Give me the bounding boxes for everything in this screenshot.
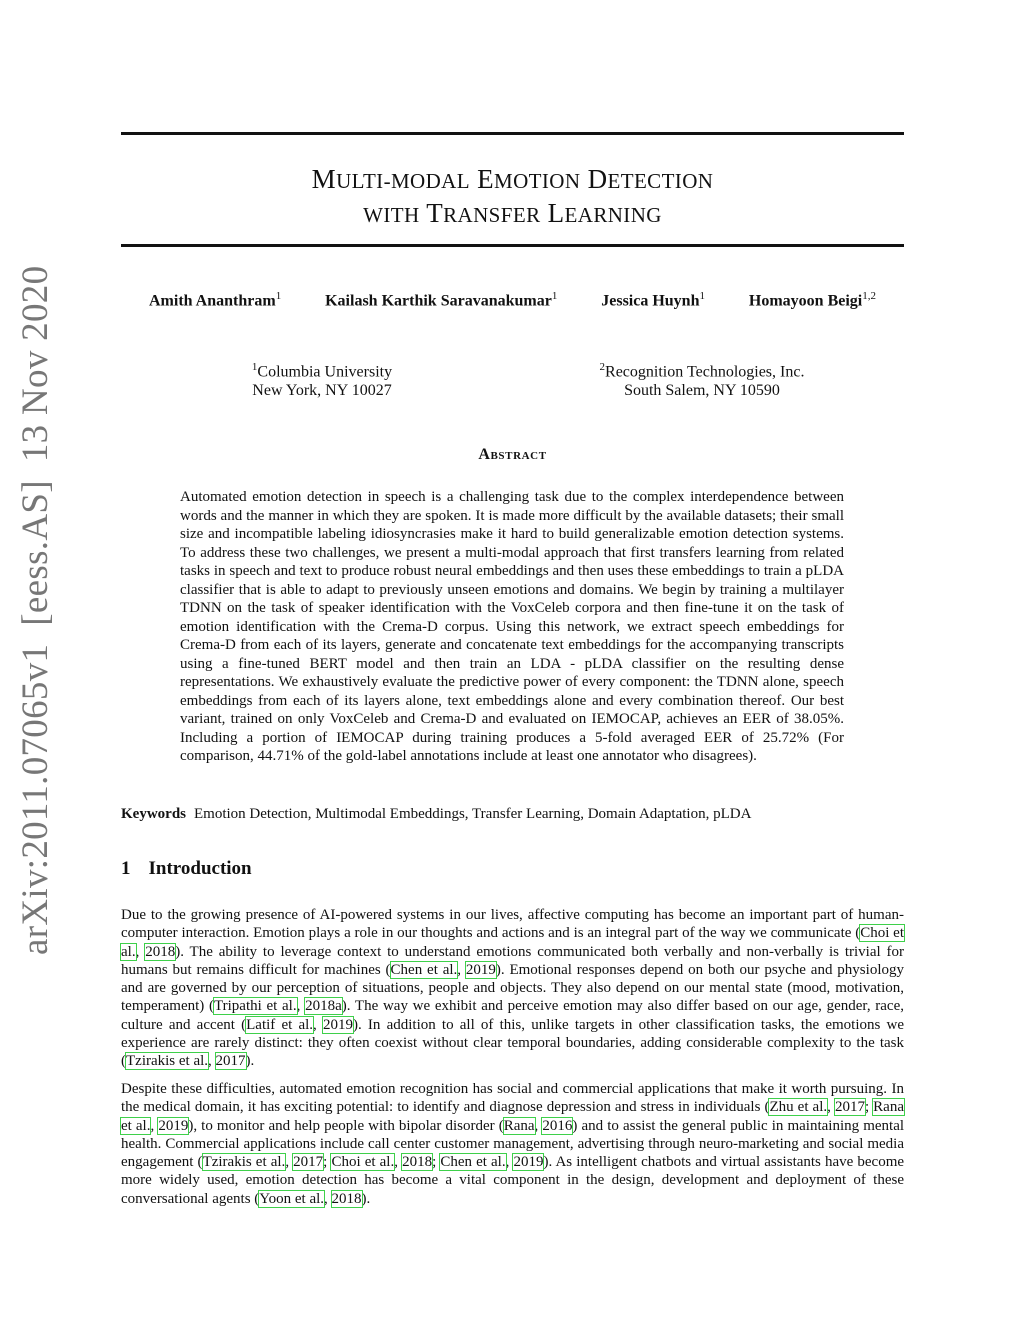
citation-link[interactable]: Chen et al. — [440, 1154, 506, 1171]
citation-link[interactable]: Choi et al. — [331, 1154, 395, 1171]
citation-link[interactable]: 2016 — [542, 1117, 573, 1134]
citation-link[interactable]: 2019 — [513, 1154, 544, 1171]
keywords — [121, 806, 904, 823]
title-word: DETECTION — [587, 164, 714, 194]
abstract-heading: Abstract — [478, 446, 547, 463]
arxiv-date: 13 Nov 2020 — [15, 265, 56, 463]
citation-link[interactable]: Rana et al. — [121, 1099, 904, 1134]
citation-link[interactable]: Tzirakis et al. — [202, 1154, 286, 1171]
arxiv-category: [eess.AS] — [15, 480, 56, 626]
citation-link[interactable]: Chen et al. — [390, 961, 458, 978]
title-word: TRANSFER — [426, 198, 541, 228]
arxiv-id: arXiv:2011.07065v1 — [15, 643, 56, 955]
author: Homayoon Beigi$^{1,2}$ — [748, 290, 876, 310]
affiliation-recognition-technologies: $^2$Recognition Technologies, Inc. South Salem, NY 10590 — [599, 361, 805, 400]
citation-link[interactable]: 2017 — [834, 1099, 865, 1116]
citation-link[interactable]: Rana — [503, 1117, 535, 1134]
section-title: Introduction — [148, 858, 252, 879]
citation-link[interactable]: Tzirakis et al. — [126, 1053, 209, 1070]
section-heading-introduction — [121, 858, 252, 880]
author-list — [121, 290, 904, 310]
title-word: MULTI-MODAL — [311, 164, 470, 194]
section-number: 1 — [121, 858, 131, 879]
intro-paragraph-2: Despite these difficulties, automated emotion recognition has social and commercial applications that make it worth pursuing. In the medical domain, it has exciting potential: to identify and diagnose depression and stress in individuals (Zhu et al., 2017; Rana et al., 2019), to monitor and help people with bipolar disorder (Rana, 2016) and to assist the general public in maintaining mental health. Commercial applications include call center customer management, advertising through neuro-marketing and social media engagement (Tzirakis et al., 2017; Choi et al., 2018; Chen et al., 2019). As intelligent chatbots and virtual assistants have become more widely used, emotion detection has become a vital component in the design, development and deployment of these conversational agents (Yoon et al., 2018). — [121, 1081, 905, 1207]
citation-link[interactable]: 2019 — [158, 1117, 189, 1134]
citation-link[interactable]: 2019 — [465, 961, 496, 978]
citation-link[interactable]: 2019 — [322, 1016, 353, 1033]
keywords-label: Keywords — [121, 806, 186, 822]
citation-link[interactable]: Latif et al. — [246, 1016, 314, 1033]
affiliation-columbia: $^1$Columbia University New York, NY 10027 — [251, 361, 393, 400]
citation-link[interactable]: 2018 — [402, 1154, 433, 1171]
citation-link[interactable]: Tripathi et al. — [214, 998, 297, 1015]
author: Amith Ananthram$^1$ — [149, 290, 282, 310]
abstract-text: Automated emotion detection in speech is a challenging task due to the complex interdependence between words and the manner in which they are spoken. It is made more difficult by the available datasets; their small size and incompatible labeling idiosyncrasies make it hard to build generalizable emotion detection systems. To address these two challenges, we present a multi-modal approach that first transfers learning from related tasks in speech and text to produce robust neural embeddings and then uses these embeddings to train a pLDA classifier that is able to adapt to previously unseen emotions and domains. We begin by training a multilayer TDNN on the task of speaker identification with the VoxCeleb corpora and then fine-tune it on the task of emotion identification with the Crema-D corpus. Using this network, we extract speech embeddings for Crema-D from each of its layers, generate and concatenate text embeddings for the accompanying transcripts using a fine-tuned BERT model and then train an LDA - pLDA classifier on the resulting dense representations. We exhaustively evaluate the predictive power of every component: the TDNN alone, speech embeddings from each of its layers alone, text embeddings alone and every combination thereof. Our best variant, trained on only VoxCeleb and Crema-D and evaluated on IEMOCAP, achieves an EER of 38.05%. Including a portion of IEMOCAP during training produces a 5-fold averaged EER of 25.72% (For comparison, 44.71% of the gold-label annotations include at least one annotator who disagrees). — [180, 489, 844, 764]
arxiv-identifier-stamp — [14, 266, 57, 955]
author: Kailash Karthik Saravanakumar$^1$ — [325, 290, 558, 310]
title-word: WITH — [363, 203, 420, 227]
title-rule-bottom — [121, 244, 904, 247]
title-rule-top — [121, 132, 904, 135]
intro-paragraph-1: Due to the growing presence of AI-powered systems in our lives, affective computing has become an important part of human-computer interaction. Emotion plays a role in our thoughts and actions and is an integral part of the way we communicate (Choi et al., 2018). The ability to leverage context to understand emotions communicated both verbally and non-verbally is trivial for humans but remains difficult for machines (Chen et al., 2019). Emotional responses depend on both our psyche and physiology and are governed by our perception of situations, people and objects. They also depend on our mental state (mood, motivation, temperament) (Tripathi et al., 2018a). The way we exhibit and perceive emotion may also differ based on our age, gender, race, culture and accent (Latif et al., 2019). In addition to all of this, unlike targets in other classification tasks, the emotions we experience are rarely distinct: they often coexist without clear temporal boundaries, adding considerable complexity to the task (Tzirakis et al., 2017). — [121, 907, 905, 1070]
paper-title-line-1 — [121, 162, 904, 198]
keywords-text: Emotion Detection, Multimodal Embeddings, Transfer Learning, Domain Adaptation, pLDA — [194, 806, 752, 822]
author: Jessica Huynh$^1$ — [601, 290, 705, 310]
paper-title-line-2 — [121, 196, 904, 232]
title-word: LEARNING — [547, 198, 662, 228]
title-word: EMOTION — [477, 164, 581, 194]
citation-link[interactable]: 2018 — [145, 943, 176, 960]
citation-link[interactable]: Yoon et al. — [259, 1190, 325, 1207]
citation-link[interactable]: 2017 — [293, 1154, 324, 1171]
citation-link[interactable]: 2018a — [305, 998, 342, 1015]
citation-link[interactable]: Choi et al. — [121, 925, 905, 960]
citation-link[interactable]: 2017 — [215, 1053, 246, 1070]
citation-link[interactable]: Zhu et al. — [769, 1099, 828, 1116]
citation-link[interactable]: 2018 — [331, 1190, 362, 1207]
